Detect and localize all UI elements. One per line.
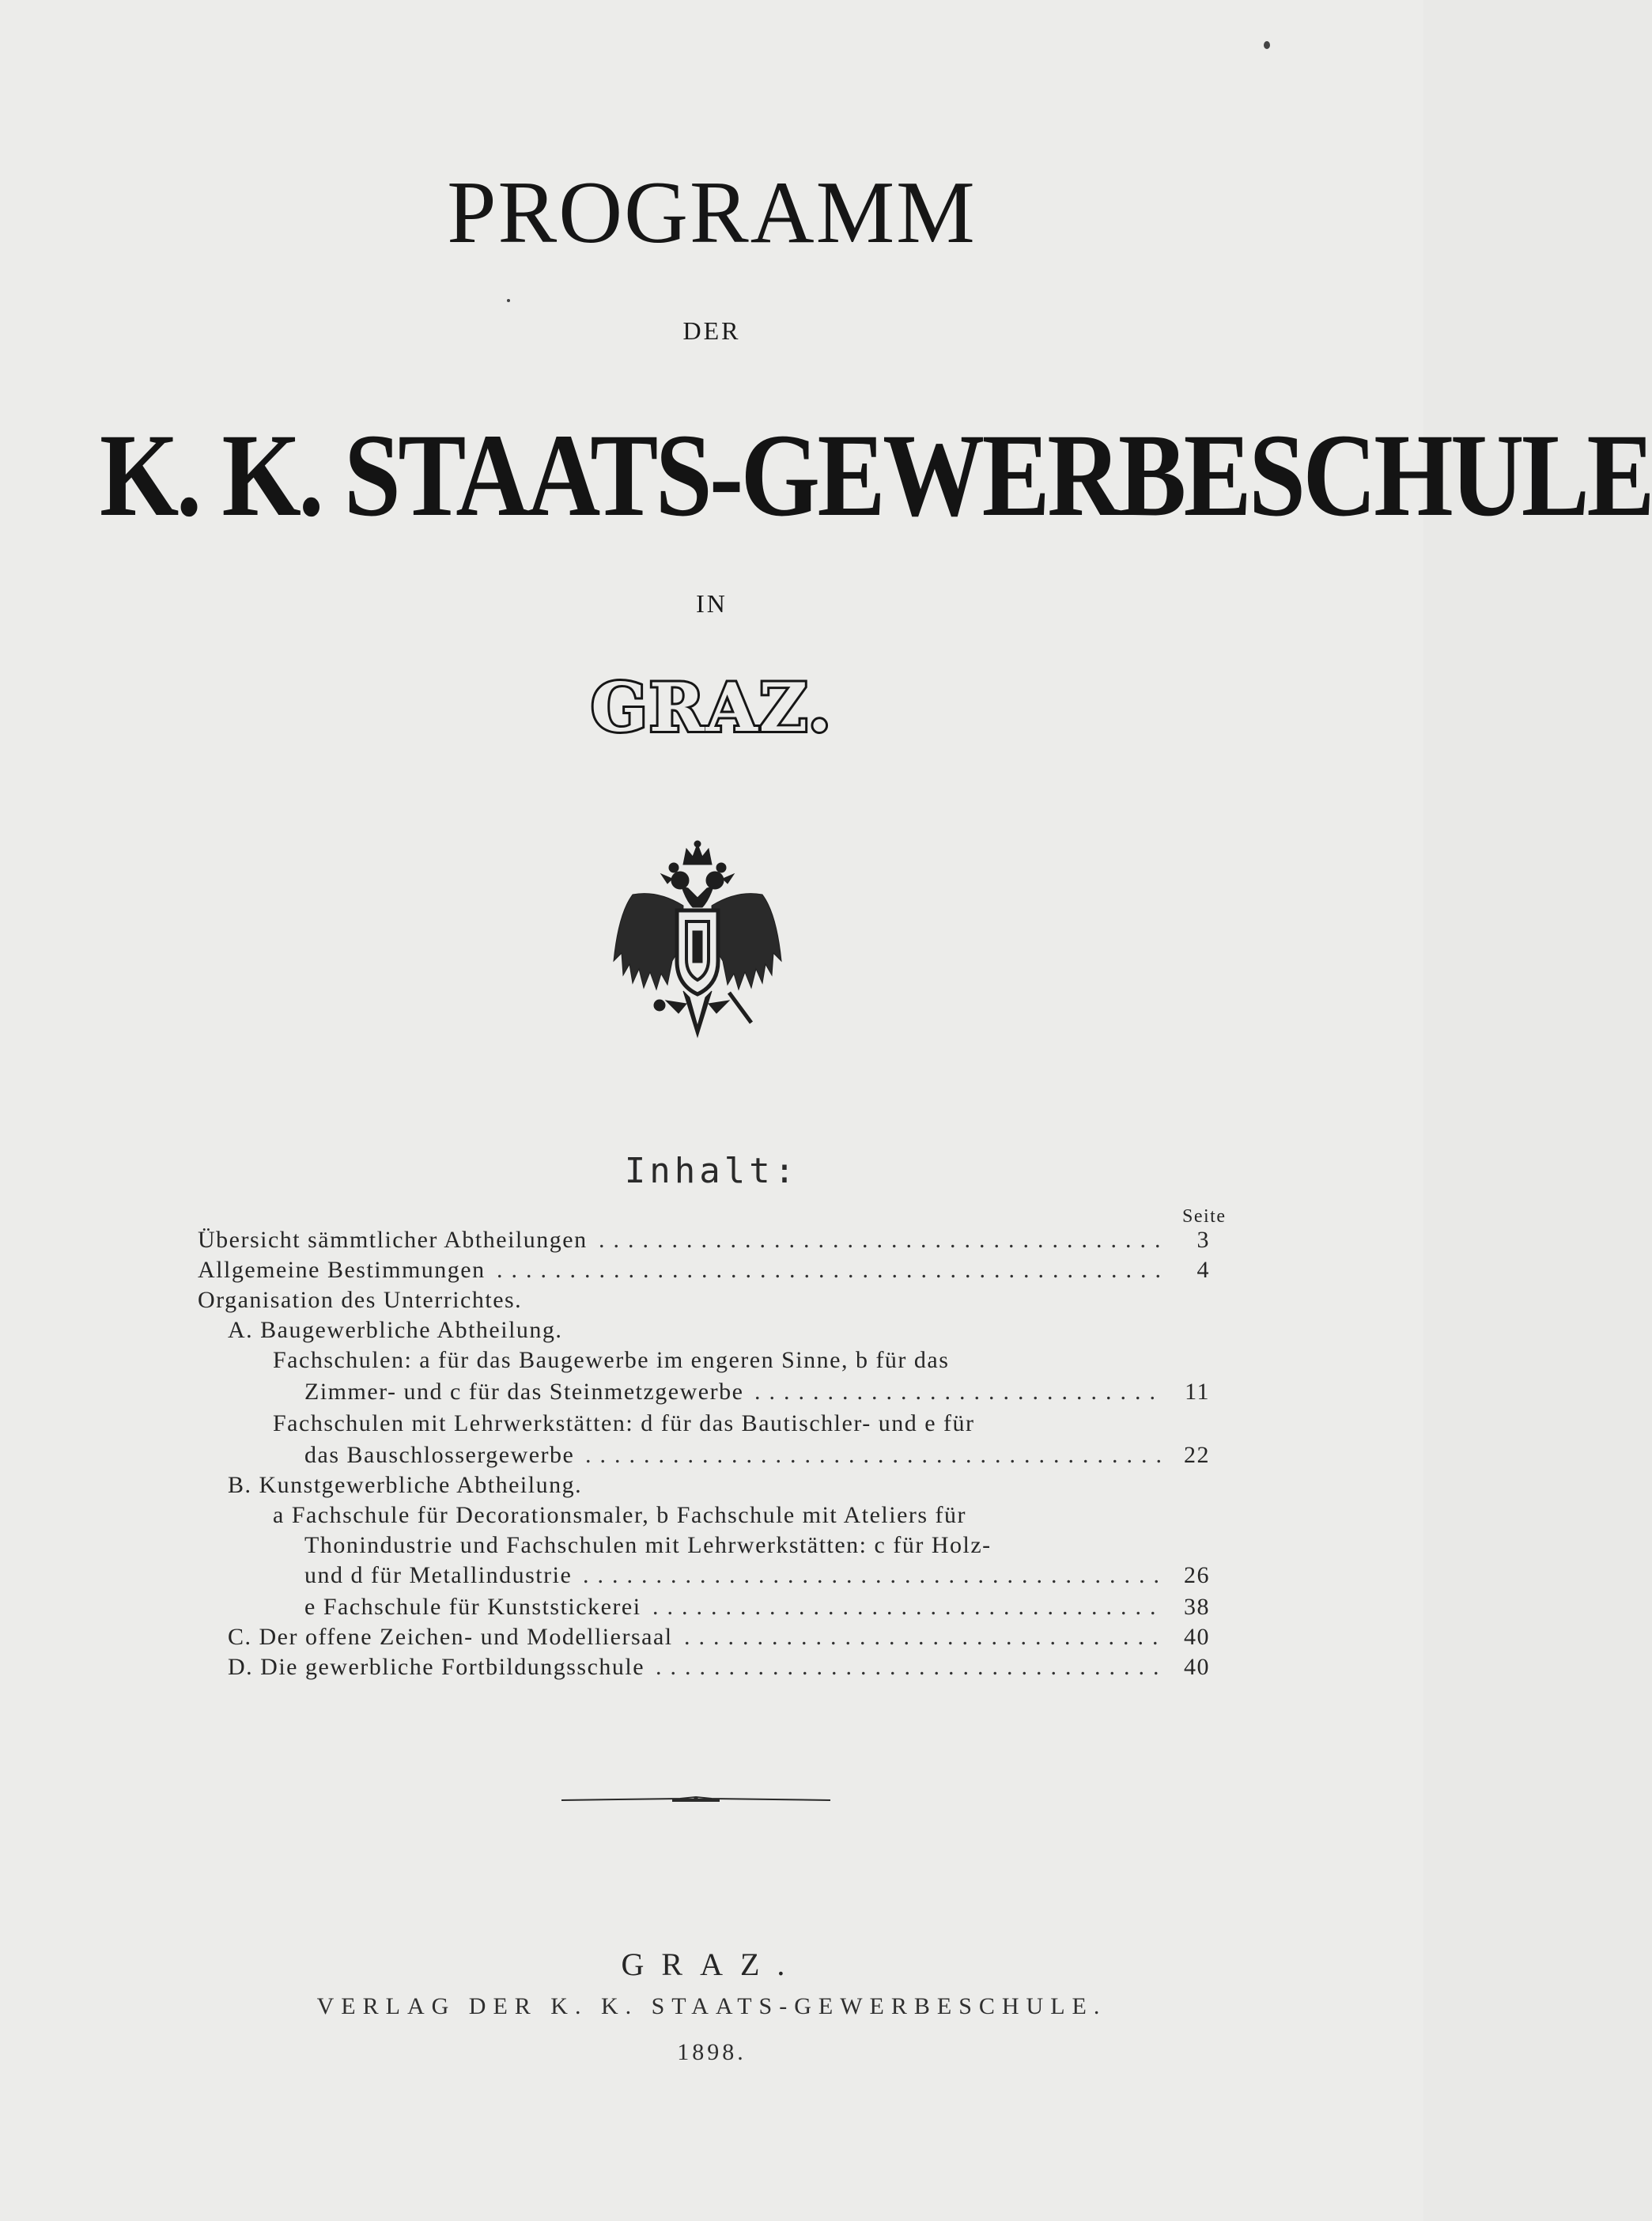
toc-page-number: 38 [1184,1594,1210,1620]
toc-entry-text: D. Die gewerbliche Fortbildungsschule [228,1654,645,1680]
toc-dot-leader: ................................. [684,1624,1167,1650]
double-headed-eagle-icon [611,842,784,1040]
title-programm: PROGRAMM [447,164,977,262]
imprint-publisher: VERLAG DER K. K. STAATS-GEWERBESCHULE. [316,1993,1107,2019]
toc-entry-text: Allgemeine Bestimmungen [198,1257,486,1283]
toc-row [198,1347,1210,1377]
paper-speck [507,299,510,302]
page-column-label: Seite [1182,1206,1227,1227]
toc-page-number: 11 [1185,1379,1210,1405]
toc-dot-leader: ................................... [656,1654,1168,1680]
toc-page-number: 26 [1184,1562,1210,1588]
imprint-year: 1898. [677,2039,747,2065]
toc-page-number: 3 [1196,1227,1210,1253]
toc-page-number: 4 [1196,1257,1210,1283]
toc-row [198,1442,1210,1472]
toc-entry-text: A. Baugewerbliche Abtheilung. [228,1317,563,1343]
toc-entry-text: und d für Metallindustrie [304,1562,573,1588]
toc-entry-text: Fachschulen: a für das Baugewerbe im engeren Sinne, b für das [273,1347,950,1373]
toc-page-number: 40 [1184,1624,1210,1650]
ornamental-divider [561,1792,830,1808]
title-der: DER [682,316,741,345]
paper-speck [1264,41,1270,49]
toc-dot-leader: ........................................ [583,1562,1168,1588]
toc-row [198,1379,1210,1409]
toc-row [198,1257,1210,1287]
school-name: K. K. STAATS-GEWERBESCHULE [100,410,1652,541]
toc-entry-text: Übersicht sämmtlicher Abtheilungen [198,1227,588,1253]
toc-entry-text: Zimmer- und c für das Steinmetzgewerbe [304,1379,744,1405]
toc-row [198,1654,1210,1684]
toc-row [198,1502,1210,1532]
toc-row [198,1562,1210,1592]
toc-row [198,1227,1210,1257]
toc-entry-text: B. Kunstgewerbliche Abtheilung. [228,1472,583,1498]
imprint-city: GRAZ. [621,1947,803,1982]
toc-row [198,1594,1210,1624]
toc-dot-leader: ................................... [652,1594,1165,1620]
toc-page-number: 40 [1184,1654,1210,1680]
toc-dot-leader: .............................................. [497,1257,1170,1283]
toc-row [198,1287,1210,1317]
toc-dot-leader: ............................ [754,1379,1164,1405]
title-in: IN [696,589,728,618]
city-name: GRAZ. [591,668,833,747]
toc-entry-text: Organisation des Unterrichtes. [198,1287,523,1313]
toc-row [198,1410,1210,1440]
toc-dot-leader: ....................................... [599,1227,1170,1253]
toc-entry-text: C. Der offene Zeichen- und Modelliersaal [228,1624,673,1650]
toc-row [198,1472,1210,1502]
toc-entry-text: e Fachschule für Kunststickerei [304,1594,641,1620]
toc-entry-text: a Fachschule für Decorationsmaler, b Fachschule mit Ateliers für [273,1502,967,1528]
toc-entry-text: Thonindustrie und Fachschulen mit Lehrwerkstätten: c für Holz- [304,1532,992,1558]
toc-entry-text: Fachschulen mit Lehrwerkstätten: d für das Bautischler- und e für [273,1410,975,1436]
toc-page-number: 22 [1184,1442,1210,1468]
toc-dot-leader: ........................................ [585,1442,1170,1468]
toc-row [198,1532,1210,1562]
toc-entry-text: das Bauschlossergewerbe [304,1442,575,1468]
toc-row [198,1317,1210,1347]
contents-heading: Inhalt: [624,1151,800,1191]
toc-row [198,1624,1210,1654]
